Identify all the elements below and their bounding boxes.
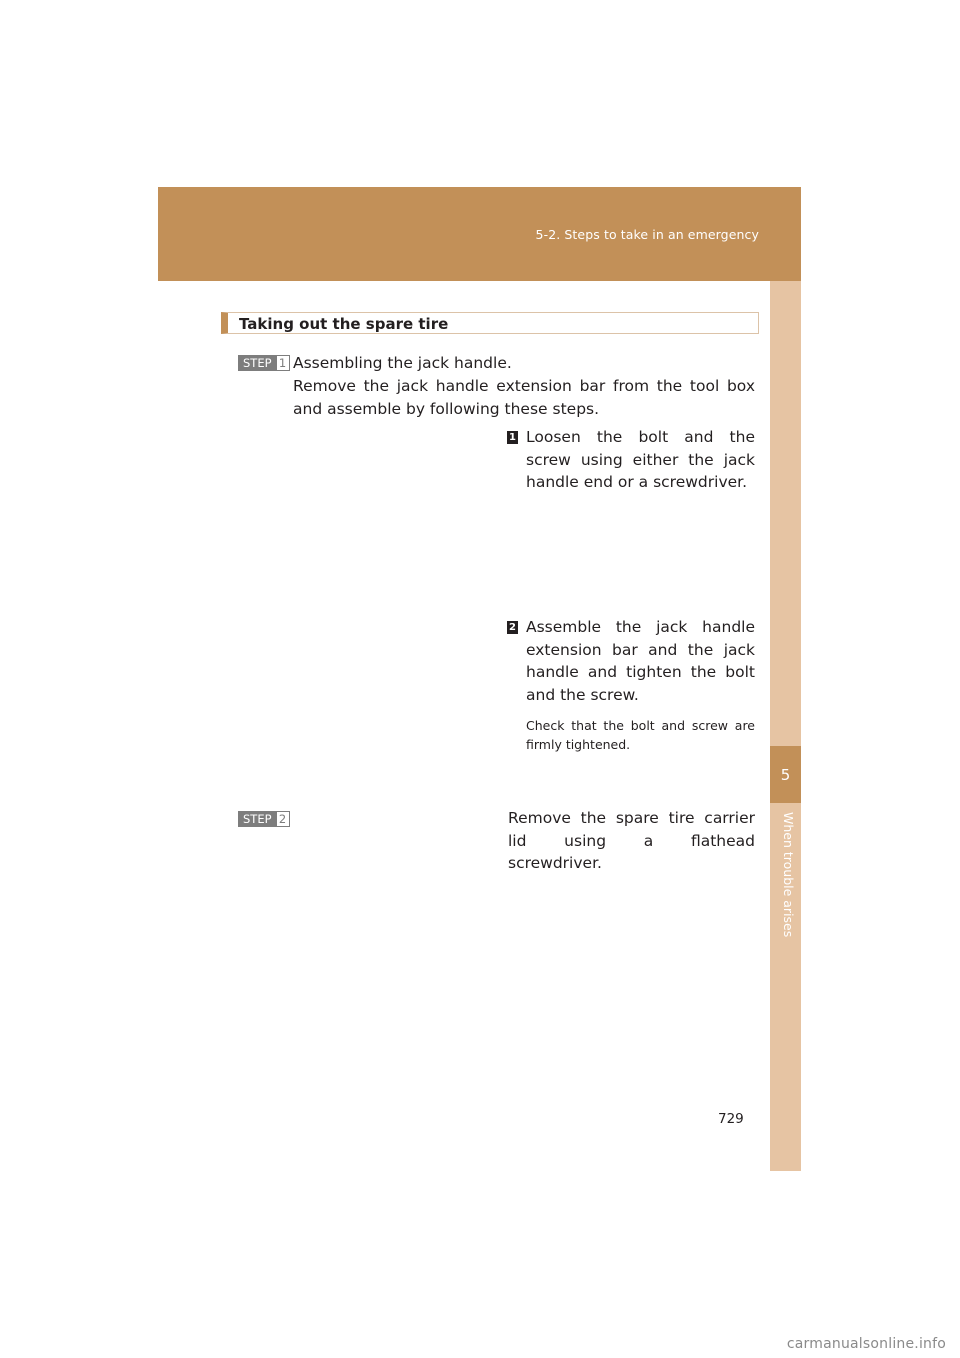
step-2-badge [238,811,290,827]
chapter-title: When trouble arises [781,812,796,938]
step-1-label: STEP [238,355,277,371]
chapter-side-strip [770,281,801,1171]
chapter-tab[interactable] [770,746,801,803]
step-2-label: STEP [238,811,277,827]
page-number: 729 [718,1111,744,1127]
substep-1-text: Loosen the bolt and the screw using either the jack handle end or a screwdriver. [526,428,755,491]
step-1-number: 1 [277,355,290,371]
substep-2-text: Assemble the jack handle extension bar and the jack handle and tighten the bolt and the screw. [526,618,755,704]
chapter-number: 5 [780,766,791,784]
watermark: carmanualsonline.info [786,1336,946,1352]
step-1-body: Remove the jack handle extension bar from the tool box and assemble by following these steps. [293,377,755,418]
header-band [158,187,801,281]
step-2-number: 2 [277,811,290,827]
substep-2-marker: 2 [507,621,518,634]
substep-1-marker: 1 [507,431,518,444]
section-heading-text: Taking out the spare tire [239,315,449,333]
step-2-body: Remove the spare tire carrier lid using a flathead screwdriver. [508,809,755,872]
section-title: 5-2. Steps to take in an emergency [535,227,759,242]
step-1-badge [238,355,290,371]
section-heading [221,312,759,334]
substep-2-note: Check that the bolt and screw are firmly tightened. [526,718,755,752]
step-1-title: Assembling the jack handle. [293,354,512,372]
